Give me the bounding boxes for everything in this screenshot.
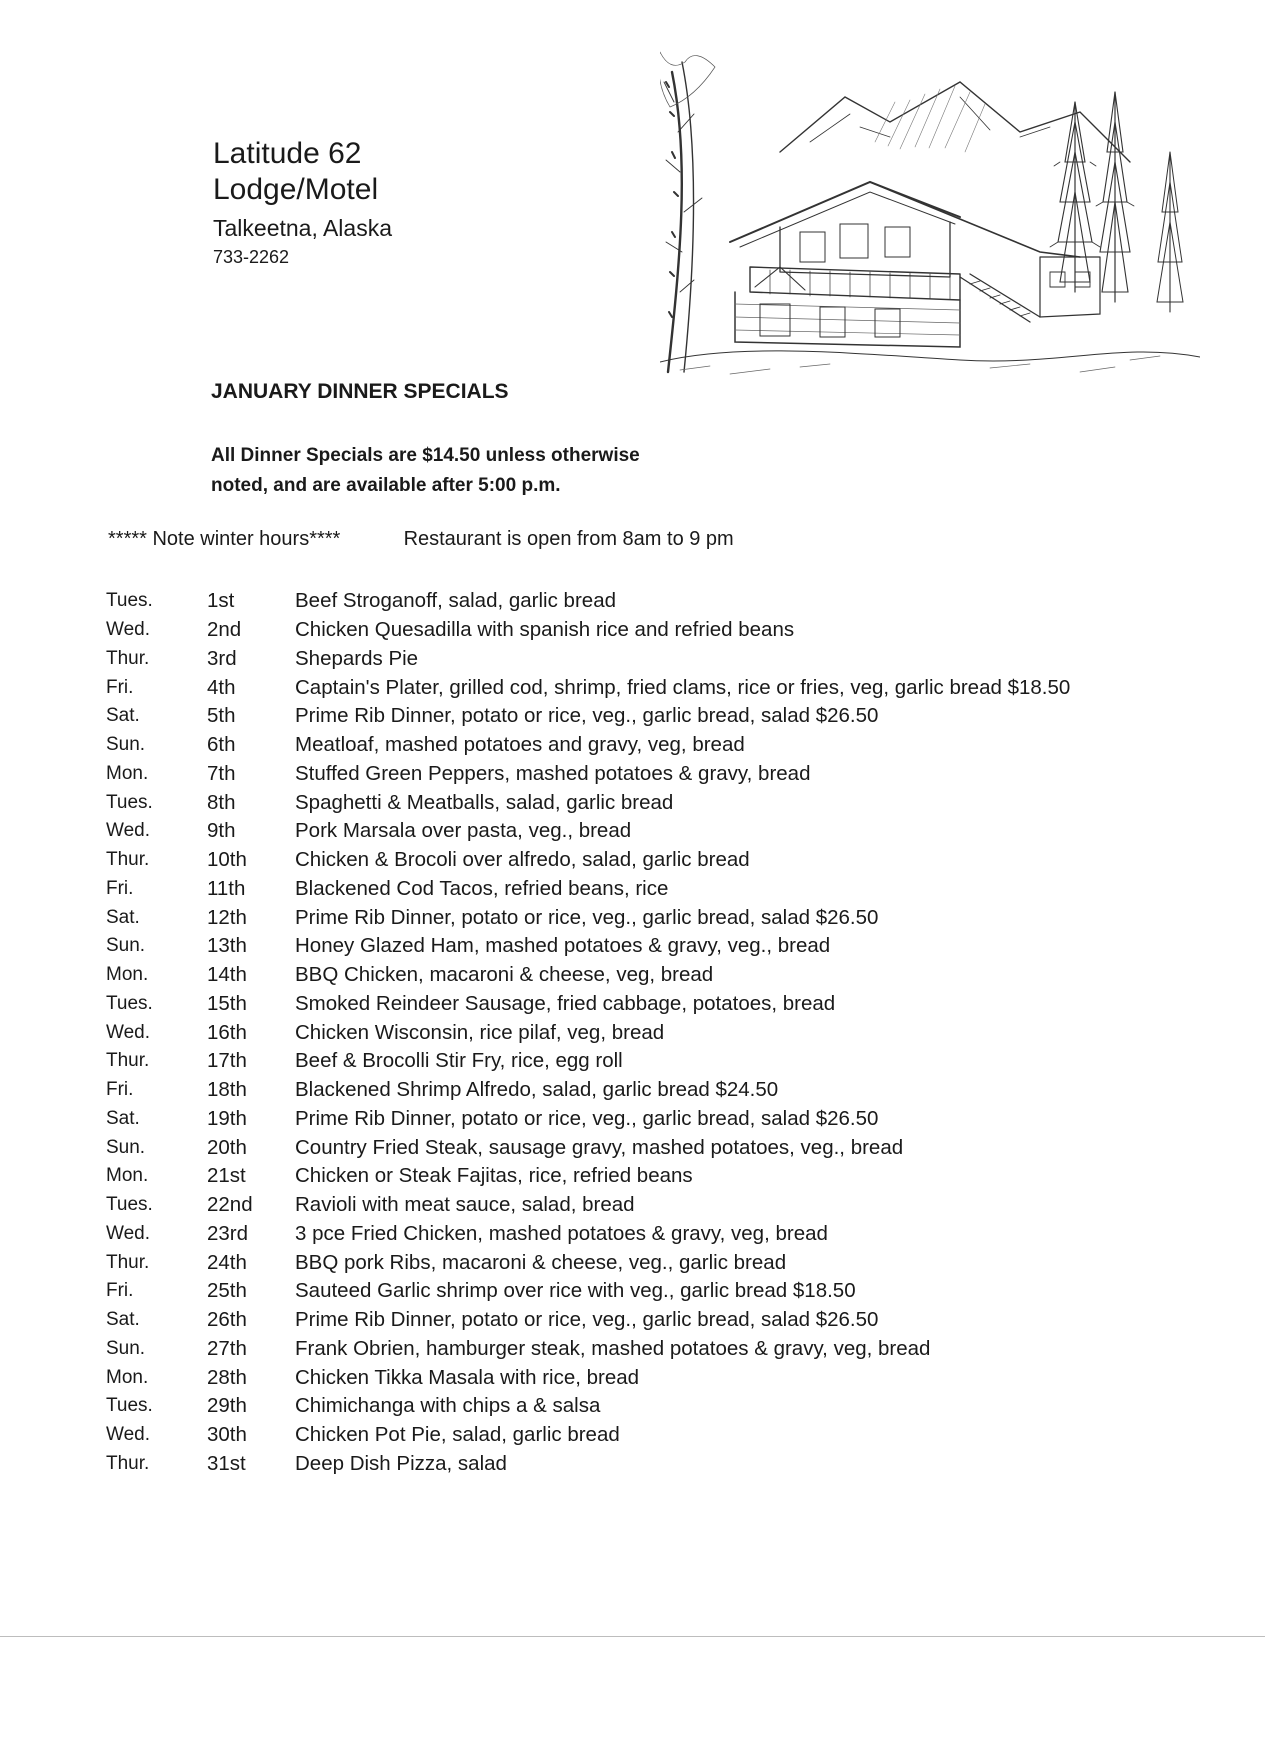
menu-meal: Beef Stroganoff, salad, garlic bread bbox=[295, 589, 616, 613]
menu-date: 10th bbox=[207, 848, 247, 872]
menu-day: Thur. bbox=[106, 647, 150, 669]
menu-day: Sun. bbox=[106, 1136, 146, 1158]
menu-day: Tues. bbox=[106, 992, 153, 1014]
list-item bbox=[106, 1277, 1186, 1306]
menu-day: Sun. bbox=[106, 1337, 146, 1359]
list-item bbox=[106, 903, 1186, 932]
menu-day: Fri. bbox=[106, 1079, 134, 1101]
winter-hours-row bbox=[108, 528, 734, 551]
menu-date: 24th bbox=[207, 1250, 247, 1274]
menu-date: 20th bbox=[207, 1135, 247, 1159]
menu-meal: Sauteed Garlic shrimp over rice with veg., garlic bread $18.50 bbox=[295, 1279, 856, 1303]
list-item bbox=[106, 846, 1186, 875]
list-item bbox=[106, 1363, 1186, 1392]
menu-meal: Chicken & Brocoli over alfredo, salad, garlic bread bbox=[295, 848, 750, 872]
menu-date: 15th bbox=[207, 991, 247, 1015]
menu-meal: Pork Marsala over pasta, veg., bread bbox=[295, 819, 632, 843]
menu-day: Sun. bbox=[106, 935, 146, 957]
list-item bbox=[106, 1191, 1186, 1220]
menu-day: Wed. bbox=[106, 1222, 151, 1244]
menu-meal: Honey Glazed Ham, mashed potatoes & gravy, veg., bread bbox=[295, 934, 831, 958]
menu-date: 9th bbox=[207, 819, 236, 843]
list-item bbox=[106, 875, 1186, 904]
list-item bbox=[106, 1335, 1186, 1364]
menu-date: 23rd bbox=[207, 1221, 249, 1245]
menu-date: 18th bbox=[207, 1078, 247, 1102]
menu-day: Wed. bbox=[106, 1424, 151, 1446]
menu-meal: Stuffed Green Peppers, mashed potatoes & gravy, bread bbox=[295, 761, 811, 785]
menu-date: 28th bbox=[207, 1365, 247, 1389]
dinner-specials-list bbox=[106, 587, 1186, 1478]
list-item bbox=[106, 1133, 1186, 1162]
menu-meal: BBQ Chicken, macaroni & cheese, veg, bread bbox=[295, 963, 714, 987]
specials-pricing-note bbox=[211, 441, 771, 501]
menu-meal: Blackened Shrimp Alfredo, salad, garlic bread $24.50 bbox=[295, 1078, 779, 1102]
menu-meal: Chicken Tikka Masala with rice, bread bbox=[295, 1365, 640, 1389]
menu-meal: Country Fried Steak, sausage gravy, mashed potatoes, veg., bread bbox=[295, 1135, 904, 1159]
menu-day: Mon. bbox=[106, 964, 149, 986]
list-item bbox=[106, 817, 1186, 846]
menu-meal: BBQ pork Ribs, macaroni & cheese, veg., garlic bread bbox=[295, 1250, 787, 1274]
menu-date: 14th bbox=[207, 963, 247, 987]
menu-meal: Chicken or Steak Fajitas, rice, refried beans bbox=[295, 1164, 693, 1188]
menu-date: 29th bbox=[207, 1394, 247, 1418]
menu-date: 12th bbox=[207, 905, 247, 929]
menu-meal: Shepards Pie bbox=[295, 646, 419, 670]
list-item bbox=[106, 932, 1186, 961]
lodge-sketch-illustration bbox=[660, 42, 1200, 382]
menu-meal: Blackened Cod Tacos, refried beans, rice bbox=[295, 876, 669, 900]
menu-meal: Prime Rib Dinner, potato or rice, veg., garlic bread, salad $26.50 bbox=[295, 704, 879, 728]
menu-day: Wed. bbox=[106, 820, 151, 842]
menu-day: Thur. bbox=[106, 1452, 150, 1474]
menu-meal: 3 pce Fried Chicken, mashed potatoes & gravy, veg, bread bbox=[295, 1221, 828, 1245]
menu-meal: Beef & Brocolli Stir Fry, rice, egg roll bbox=[295, 1049, 623, 1073]
list-item bbox=[106, 1392, 1186, 1421]
list-item bbox=[106, 616, 1186, 645]
menu-meal: Ravioli with meat sauce, salad, bread bbox=[295, 1193, 635, 1217]
list-item bbox=[106, 1450, 1186, 1479]
list-item bbox=[106, 702, 1186, 731]
list-item bbox=[106, 788, 1186, 817]
menu-date: 19th bbox=[207, 1106, 247, 1130]
menu-meal: Captain's Plater, grilled cod, shrimp, fried clams, rice or fries, veg, garlic bread $18.50 bbox=[295, 675, 1071, 699]
menu-date: 8th bbox=[207, 790, 236, 814]
menu-date: 5th bbox=[207, 704, 236, 728]
menu-meal: Chicken Pot Pie, salad, garlic bread bbox=[295, 1423, 620, 1447]
menu-meal: Chimichanga with chips a & salsa bbox=[295, 1394, 601, 1418]
menu-day: Mon. bbox=[106, 762, 149, 784]
menu-date: 31st bbox=[207, 1451, 246, 1475]
menu-meal: Chicken Wisconsin, rice pilaf, veg, bread bbox=[295, 1020, 665, 1044]
menu-day: Tues. bbox=[106, 1395, 153, 1417]
menu-date: 3rd bbox=[207, 646, 237, 670]
menu-day: Tues. bbox=[106, 791, 153, 813]
list-item bbox=[106, 990, 1186, 1019]
winter-hours-label: ***** Note winter hours**** bbox=[108, 528, 341, 550]
list-item bbox=[106, 1306, 1186, 1335]
menu-date: 17th bbox=[207, 1049, 247, 1073]
lodge-phone: 733-2262 bbox=[213, 247, 290, 267]
page-divider bbox=[0, 1636, 1265, 1637]
menu-day: Fri. bbox=[106, 877, 134, 899]
list-item bbox=[106, 731, 1186, 760]
list-item bbox=[106, 587, 1186, 616]
menu-day: Tues. bbox=[106, 1194, 153, 1216]
menu-day: Wed. bbox=[106, 1021, 151, 1043]
menu-meal: Prime Rib Dinner, potato or rice, veg., garlic bread, salad $26.50 bbox=[295, 905, 879, 929]
list-item bbox=[106, 1162, 1186, 1191]
menu-meal: Prime Rib Dinner, potato or rice, veg., garlic bread, salad $26.50 bbox=[295, 1308, 879, 1332]
menu-date: 11th bbox=[207, 876, 246, 900]
specials-note-line2: noted, and are available after 5:00 p.m. bbox=[211, 475, 561, 496]
lodge-name-line2: Lodge/Motel bbox=[213, 173, 379, 206]
menu-meal: Prime Rib Dinner, potato or rice, veg., garlic bread, salad $26.50 bbox=[295, 1106, 879, 1130]
menu-meal: Meatloaf, mashed potatoes and gravy, veg, bread bbox=[295, 733, 745, 757]
menu-day: Sat. bbox=[106, 906, 140, 928]
list-item bbox=[106, 1076, 1186, 1105]
menu-meal: Chicken Quesadilla with spanish rice and refried beans bbox=[295, 618, 795, 642]
list-item bbox=[106, 645, 1186, 674]
menu-day: Mon. bbox=[106, 1366, 149, 1388]
menu-date: 13th bbox=[207, 934, 247, 958]
list-item bbox=[106, 961, 1186, 990]
menu-meal: Deep Dish Pizza, salad bbox=[295, 1451, 507, 1475]
menu-day: Mon. bbox=[106, 1165, 149, 1187]
menu-date: 22nd bbox=[207, 1193, 253, 1217]
menu-meal: Frank Obrien, hamburger steak, mashed potatoes & gravy, veg, bread bbox=[295, 1336, 931, 1360]
list-item bbox=[106, 1421, 1186, 1450]
menu-meal: Spaghetti & Meatballs, salad, garlic bread bbox=[295, 790, 674, 814]
menu-date: 16th bbox=[207, 1020, 247, 1044]
menu-date: 27th bbox=[207, 1336, 247, 1360]
list-item bbox=[106, 760, 1186, 789]
menu-day: Sat. bbox=[106, 1107, 140, 1129]
list-item bbox=[106, 1047, 1186, 1076]
menu-day: Tues. bbox=[106, 590, 153, 612]
list-item bbox=[106, 1105, 1186, 1134]
winter-hours-text: Restaurant is open from 8am to 9 pm bbox=[403, 528, 734, 550]
menu-date: 30th bbox=[207, 1423, 247, 1447]
lodge-location: Talkeetna, Alaska bbox=[213, 215, 393, 241]
menu-day: Sun. bbox=[106, 734, 146, 756]
list-item bbox=[106, 673, 1186, 702]
menu-day: Sat. bbox=[106, 1309, 140, 1331]
menu-day: Thur. bbox=[106, 1050, 150, 1072]
list-item bbox=[106, 1018, 1186, 1047]
specials-title: JANUARY DINNER SPECIALS bbox=[211, 380, 509, 403]
menu-day: Fri. bbox=[106, 1280, 134, 1302]
menu-date: 2nd bbox=[207, 618, 242, 642]
menu-day: Thur. bbox=[106, 849, 150, 871]
list-item bbox=[106, 1248, 1186, 1277]
menu-meal: Smoked Reindeer Sausage, fried cabbage, potatoes, bread bbox=[295, 991, 836, 1015]
specials-note-line1: All Dinner Specials are $14.50 unless otherwise bbox=[211, 445, 640, 466]
menu-date: 25th bbox=[207, 1279, 247, 1303]
menu-day: Wed. bbox=[106, 619, 151, 641]
menu-date: 4th bbox=[207, 675, 236, 699]
menu-date: 1st bbox=[207, 589, 235, 613]
menu-day: Sat. bbox=[106, 705, 140, 727]
menu-date: 21st bbox=[207, 1164, 246, 1188]
menu-day: Thur. bbox=[106, 1251, 150, 1273]
list-item bbox=[106, 1220, 1186, 1249]
menu-day: Fri. bbox=[106, 676, 134, 698]
menu-date: 7th bbox=[207, 761, 236, 785]
menu-date: 26th bbox=[207, 1308, 247, 1332]
lodge-header bbox=[213, 136, 392, 269]
lodge-name-line1: Latitude 62 bbox=[213, 137, 362, 170]
menu-date: 6th bbox=[207, 733, 236, 757]
